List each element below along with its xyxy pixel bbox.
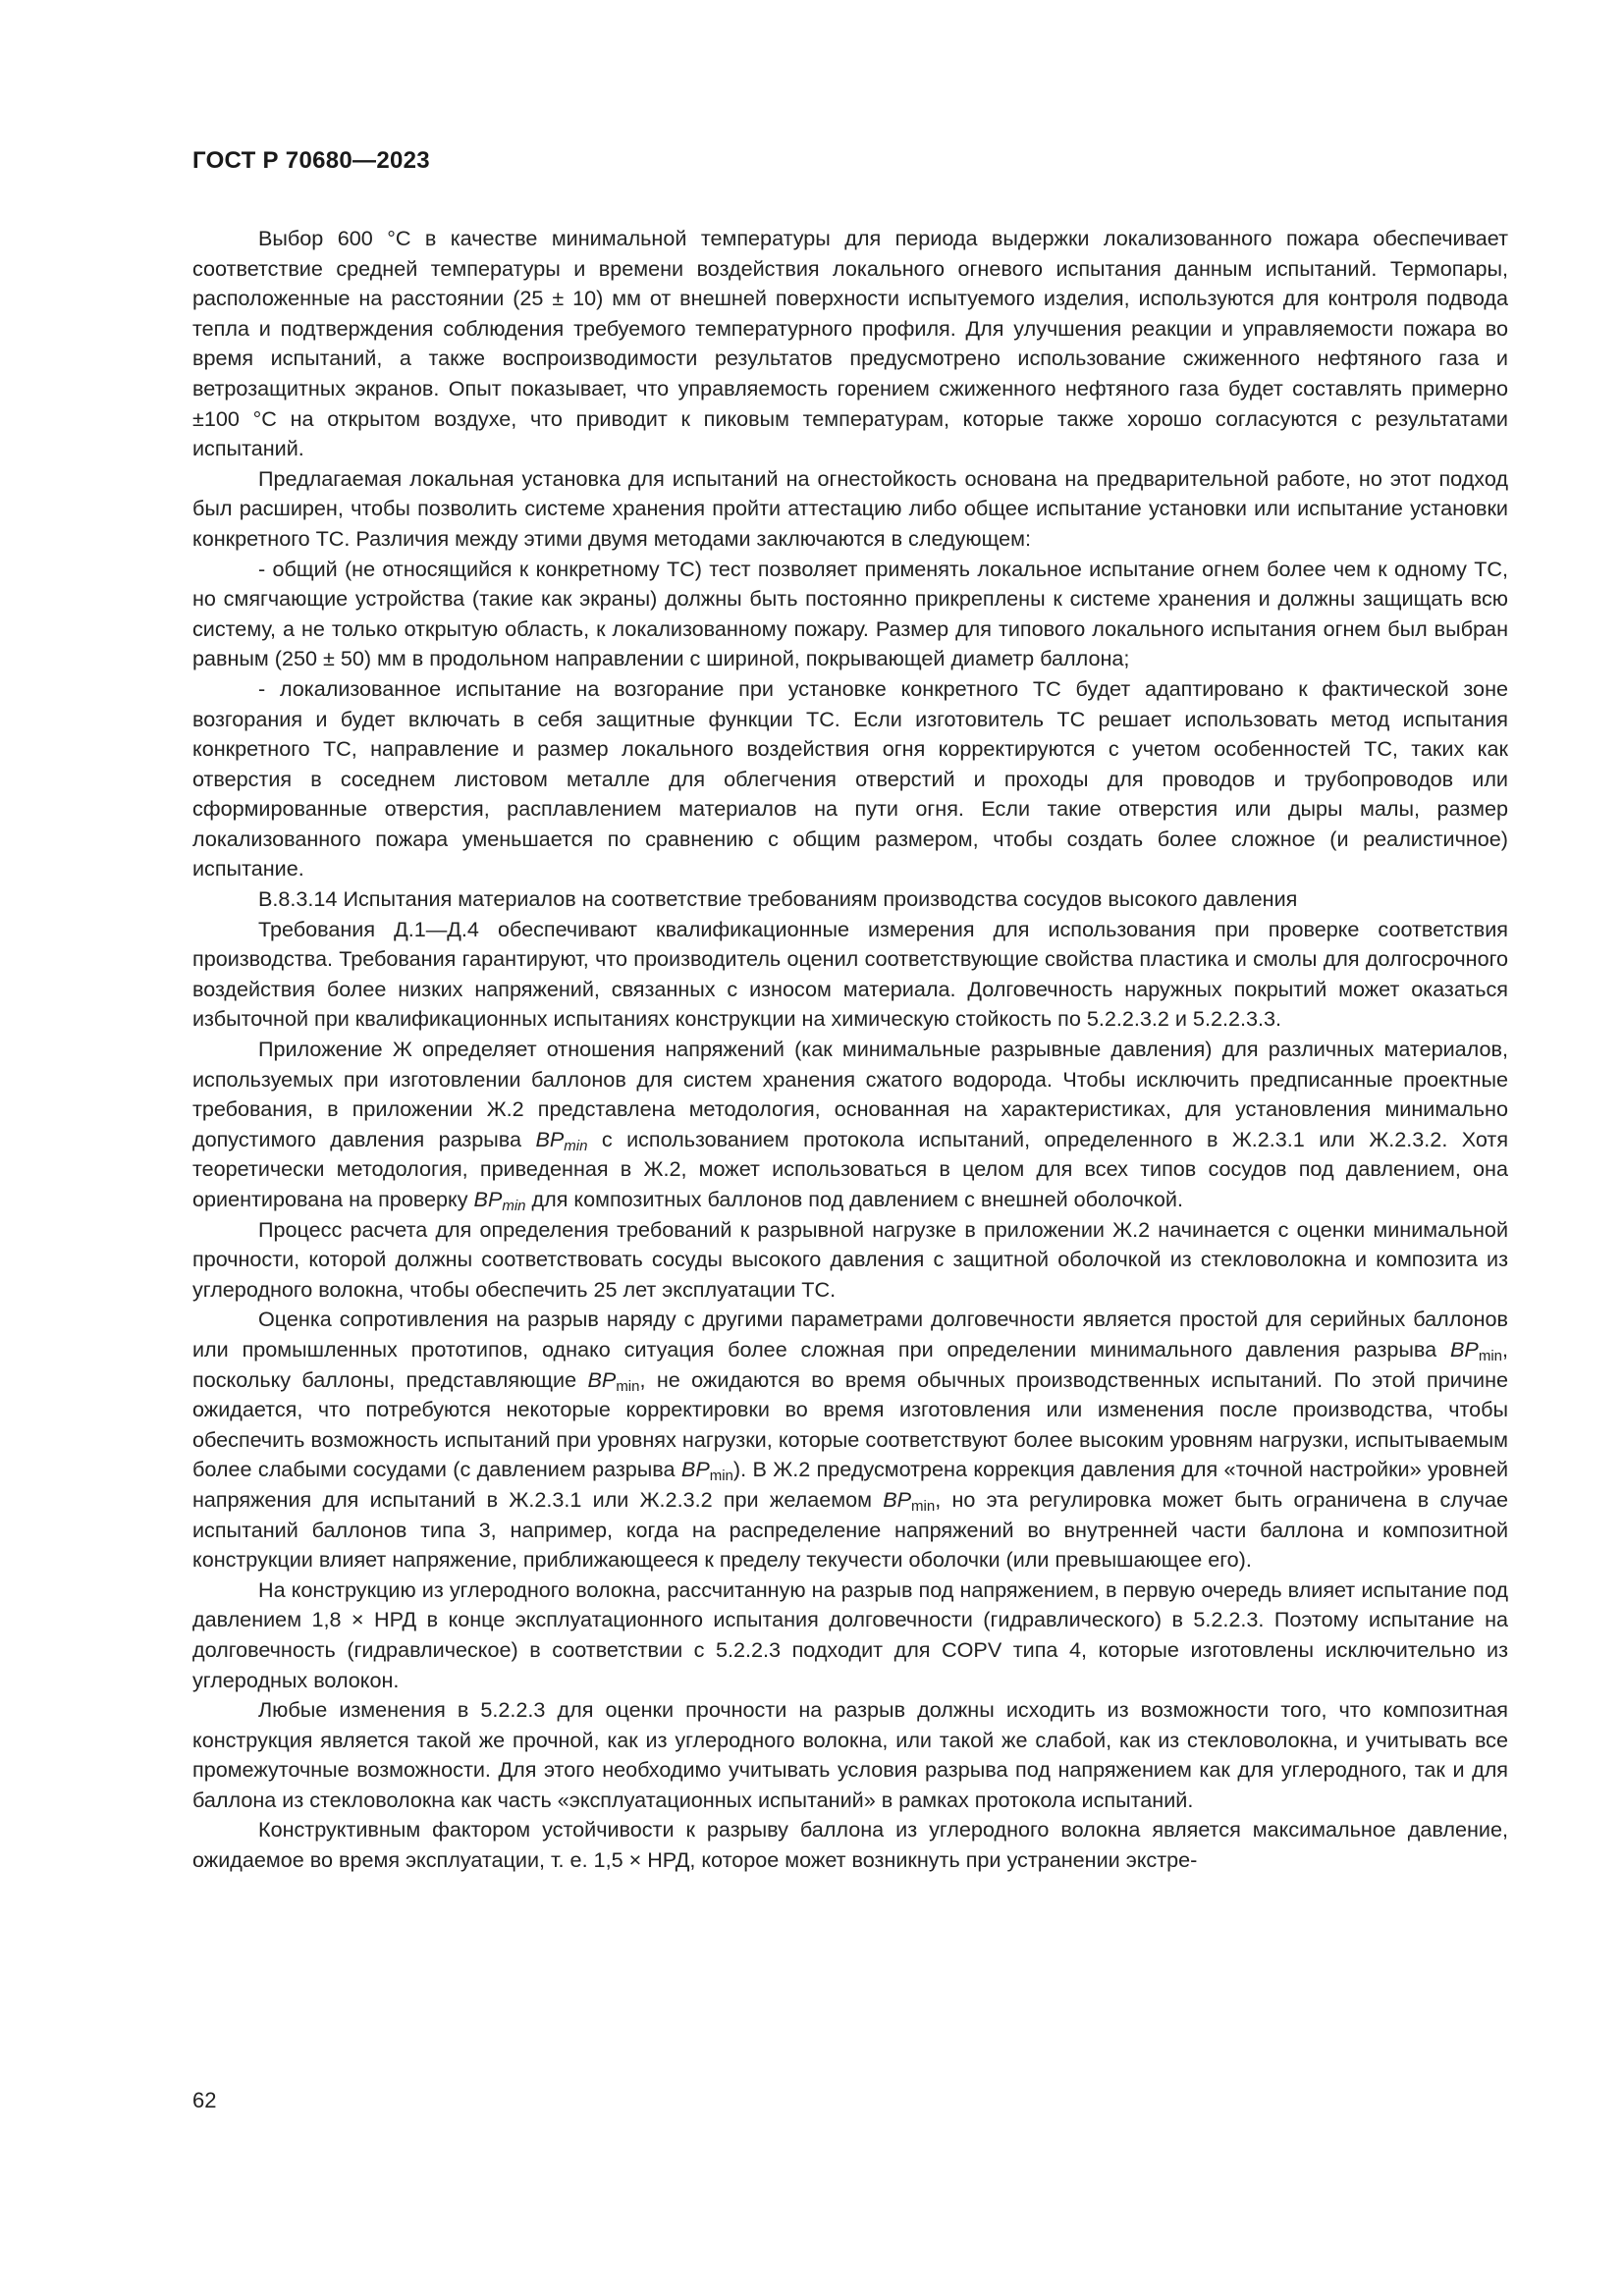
text-run: Приложение Ж определяет отношения напряжений (как минимальные разрывные давления) для различных материалов, используемых при изготовлении баллонов для систем хранения сжатого водорода. Чтобы исключить предписанные проектные требования, в приложении Ж.2 представлена методология, основанная на характеристиках, для установления минимально допустимого давления разрыва (192, 1037, 1508, 1151)
symbol-bp: BP (883, 1486, 912, 1512)
text-run: , но эта регулировка может быть ограничена в случае испытаний баллонов типа 3, например, когда на распределение напряжений во внутренней части баллона и композитной конструкции влияет напряжение, приближающееся к пределу текучести оболочки (или превышающее его). (192, 1486, 1508, 1573)
paragraph-calculation-process: Процесс расчета для определения требований к разрывной нагрузке в приложении Ж.2 начинается с оценки минимальной прочности, которой должны соответствовать сосуды высокого давления с защитной оболочкой из стекловолокна и композита из углеродного волокна, чтобы обеспечить 25 лет эксплуатации ТС. (192, 1216, 1508, 1302)
list-item-specific-test: - локализованное испытание на возгорание при установке конкретного ТС будет адаптировано к фактической зоне возгорания и будет включать в себя защитные функции ТС. Если изготовитель ТС решает использовать метод испытания конкретного ТС, направление и размер локального воздействия огня корректируются с учетом особенностей ТС, таких как отверстия в соседнем листовом металле для облегчения отверстий и проходы для проводов и трубопроводов или сформированные отверстия, расплавлением материалов на пути огня. Если такие отверстия или дыры малы, размер локализованного пожара уменьшается по сравнению с общим размером, чтобы создать более сложное (и реалистичное) испытание. (192, 675, 1508, 881)
paragraph-resistance-assessment (192, 1305, 1508, 1575)
text-run: , не ожидаются во время обычных производственных испытаний. По этой причине ожидается, что потребуются некоторые корректировки во время изготовления или изменения после производства, чтобы обеспечить возможность испытаний при уровнях нагрузки, которые соответствуют более высоким уровням нагрузки, испытываемым более слабыми сосудами (с давлением разрыва (192, 1366, 1509, 1482)
document-body (192, 224, 1508, 1876)
paragraph-design-factor: Конструктивным фактором устойчивости к разрыву баллона из углеродного волокна является максимальное давление, ожидаемое во время эксплуатации, т. е. 1,5 × НРД, которое может возникнуть при устранении экстре- (192, 1817, 1508, 1873)
text-run: Оценка сопротивления на разрыв наряду с другими параметрами долговечности является простой для серийных баллонов или промышленных прототипов, однако ситуация более сложная при определении минимального давления разрыва (192, 1307, 1508, 1362)
paragraph-annex-zh (192, 1035, 1508, 1215)
symbol-min: min (1478, 1347, 1502, 1364)
paragraph-any-changes: Любые изменения в 5.2.2.3 для оценки прочности на разрыв должны исходить из возможности того, что композитная конструкция является такой же прочной, как из углеродного волокна, или такой же слабой, как из стекловолокна, и учитывать все промежуточные возможности. Для этого необходимо учитывать условия разрыва под напряжением как для углеродного, так и для баллона из стекловолокна как часть «эксплуатационных испытаний» в рамках протокола испытаний. (192, 1697, 1508, 1812)
symbol-bp: BP (535, 1126, 565, 1151)
page-number: 62 (192, 2088, 217, 2112)
symbol-min: min (616, 1377, 640, 1395)
list-item-general-test: - общий (не относящийся к конкретному ТС) тест позволяет применять локальное испытание огнем более чем к одному ТС, но смягчающие устройства (такие как экраны) должны быть постоянно прикреплены к системе хранения и должны защищать всю систему, а не только открытую область, к локализованному пожару. Размер для типового локального испытания огнем был выбран равным (250 ± 50) мм в продольном направлении с шириной, покрывающей диаметр баллона; (192, 556, 1508, 671)
paragraph-fire-temperature: Выбор 600 °C в качестве минимальной температуры для периода выдержки локализованного пожара обеспечивает соответствие средней температуры и времени воздействия локального огневого испытания данным испытаний. Термопары, расположенные на расстоянии (25 ± 10) мм от внешней поверхности испытуемого изделия, используются для контроля подвода тепла и подтверждения соблюдения требуемого температурного профиля. Для улучшения реакции и управляемости пожара во время испытаний, а также воспроизводимости результатов предусмотрено использование сжиженного нефтяного газа и ветрозащитных экранов. Опыт показывает, что управляемость горением сжиженного нефтяного газа будет составлять примерно ±100 °C на открытом воздухе, что приводит к пиковым температурам, которые также хорошо согласуются с результатами испытаний. (192, 226, 1508, 461)
symbol-bp: BP (587, 1366, 617, 1392)
text-run: ). В Ж.2 предусмотрена коррекция давления для «точной настройки» уровней напряжения для испытаний в Ж.2.3.1 или Ж.2.3.2 при желаемом (192, 1457, 1509, 1512)
text-run: с использованием протокола испытаний, определенного в Ж.2.3.1 или Ж.2.3.2. Хотя теоретически методология, приведенная в Ж.2, может использоваться в целом для всех типов сосудов под давлением, она ориентирована на проверку (192, 1126, 1509, 1211)
document-id-header: ГОСТ Р 70680—2023 (192, 147, 430, 174)
symbol-min: min (709, 1468, 733, 1485)
symbol-bp: BP (473, 1187, 503, 1211)
symbol-min: min (564, 1137, 588, 1154)
symbol-min: min (911, 1497, 936, 1515)
paragraph-carbon-fiber-design: На конструкцию из углеродного волокна, рассчитанную на разрыв под напряжением, в первую очередь влияет испытание под давлением 1,8 × НРД в конце эксплуатационного испытания долговечности (гидравлического) в 5.2.2.3. Поэтому испытание на долговечность (гидравлическое) в соответствии с 5.2.2.3 подходит для COPV типа 4, которые изготовлены исключительно из углеродных волокон. (192, 1576, 1508, 1692)
text-run: для композитных баллонов под давлением с внешней оболочкой. (531, 1187, 1183, 1211)
text-run: , поскольку баллоны, представляющие (192, 1336, 1508, 1392)
symbol-min: min (502, 1198, 526, 1214)
symbol-bp: BP (680, 1457, 710, 1482)
symbol-bp: BP (1450, 1336, 1479, 1362)
section-heading-b-8-3-14: В.8.3.14 Испытания материалов на соответствие требованиям производства сосудов высокого давления (258, 886, 1298, 912)
paragraph-requirements-d1-d4: Требования Д.1—Д.4 обеспечивают квалификационные измерения для использования при проверке соответствия производства. Требования гарантируют, что производитель оценил соответствующие свойства пластика и смолы для долгосрочного воздействия более низких напряжений, связанных с износом материала. Долговечность наружных покрытий может оказаться избыточной при квалификационных испытаниях конструкции на химическую стойкость по 5.2.2.3.2 и 5.2.2.3.3. (192, 916, 1508, 1032)
paragraph-local-fire-setup: Предлагаемая локальная установка для испытаний на огнестойкость основана на предварительной работе, но этот подход был расширен, чтобы позволить системе хранения пройти аттестацию либо общее испытание установки или испытание установки конкретного ТС. Различия между этими двумя методами заключаются в следующем: (192, 465, 1508, 551)
